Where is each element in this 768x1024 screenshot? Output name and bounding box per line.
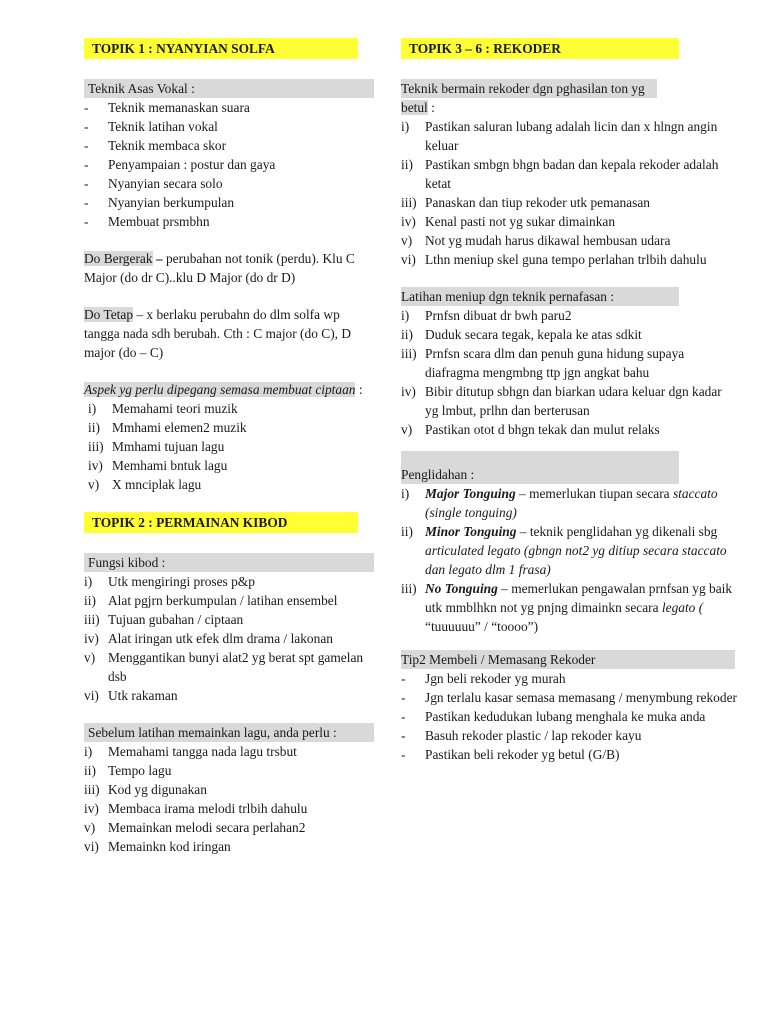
list-marker: iv) bbox=[88, 458, 103, 473]
list-marker: iii) bbox=[88, 439, 104, 454]
list-item bbox=[84, 648, 374, 686]
list-item-text: Basuh rekoder plastic / lap rekoder kayu bbox=[425, 728, 642, 743]
list-marker: i) bbox=[88, 401, 97, 416]
major-tonguing-term: Major Tonguing bbox=[425, 486, 516, 501]
list-item: iii) No Tonguing – memerlukan pengawalan prnfsan yg baik utk mmblhkn not yg pnjng dimainkn secara legato ( “tuuuuuu” / “toooo”) bbox=[401, 581, 733, 634]
list-marker: - bbox=[84, 157, 89, 172]
list-item-text: Not yg mudah harus dikawal hembusan udara bbox=[425, 233, 671, 248]
teknik-rekoder-title-a: Teknik bermain rekoder dgn pghasilan ton yg bbox=[401, 79, 657, 98]
list-item bbox=[88, 475, 374, 494]
list-item bbox=[84, 686, 374, 705]
teknik-asas-vokal-list bbox=[84, 98, 374, 231]
sebelum-latihan-title: Sebelum latihan memainkan lagu, anda perlu : bbox=[84, 723, 374, 742]
list-item-text: Lthn meniup skel guna tempo perlahan trlbih dahulu bbox=[425, 252, 707, 267]
list-marker: iii) bbox=[401, 195, 417, 210]
list-item-text: Membaca irama melodi trlbih dahulu bbox=[108, 801, 308, 816]
list-item-text: Membuat prsmbhn bbox=[108, 214, 210, 229]
list-marker: - bbox=[401, 747, 406, 762]
list-item-text: Jgn beli rekoder yg murah bbox=[425, 671, 566, 686]
list-marker: vi) bbox=[401, 252, 416, 267]
sebelum-latihan-section bbox=[84, 723, 374, 856]
list-item-text: Kenal pasti not yg sukar dimainkan bbox=[425, 214, 616, 229]
list-item bbox=[84, 761, 374, 780]
do-bergerak-text: perubahan not tonik (perdu). Klu C Major (do dr C)..klu D Major (do dr D) bbox=[84, 251, 355, 285]
list-marker: - bbox=[401, 728, 406, 743]
do-bergerak-dash: – bbox=[152, 251, 166, 266]
list-item-text: Prnfsn dibuat dr bwh paru2 bbox=[425, 308, 572, 323]
list-item-text: Kod yg digunakan bbox=[108, 782, 207, 797]
list-marker: v) bbox=[84, 820, 96, 835]
list-item bbox=[401, 726, 737, 745]
list-marker: - bbox=[84, 214, 89, 229]
list-marker: - bbox=[84, 176, 89, 191]
list-item bbox=[401, 344, 737, 382]
list-item-text: Alat pgjrn berkumpulan / latihan ensembel bbox=[108, 593, 338, 608]
list-marker: - bbox=[84, 100, 89, 115]
teknik-rekoder-list bbox=[401, 117, 737, 269]
list-marker: i) bbox=[401, 308, 410, 323]
list-marker: vi) bbox=[84, 688, 99, 703]
list-item bbox=[84, 117, 374, 136]
list-marker: - bbox=[84, 138, 89, 153]
latihan-meniup-section bbox=[401, 287, 737, 439]
latihan-meniup-title: Latihan meniup dgn teknik pernafasan : bbox=[401, 287, 679, 306]
list-item bbox=[401, 669, 737, 688]
list-item bbox=[84, 837, 374, 856]
list-marker: - bbox=[401, 690, 406, 705]
list-item: ii) Minor Tonguing – teknik penglidahan yg dikenali sbg articulated legato (gbngn not2 yg ditiup secara staccato dan legato dlm 1 frasa) bbox=[401, 524, 727, 577]
list-marker: iii) bbox=[84, 612, 100, 627]
fungsi-kibod-list bbox=[84, 572, 374, 705]
list-item-text: X mnciplak lagu bbox=[112, 477, 202, 492]
list-marker: iii) bbox=[84, 782, 100, 797]
fungsi-kibod-section bbox=[84, 553, 374, 705]
list-marker: ii) bbox=[401, 327, 413, 342]
list-item bbox=[84, 174, 374, 193]
list-item-text: Teknik memanaskan suara bbox=[108, 100, 250, 115]
list-marker: i) bbox=[84, 744, 93, 759]
tip-rekoder-section bbox=[401, 650, 737, 764]
list-item bbox=[84, 212, 374, 231]
do-tetap-text: – x berlaku perubahn do dlm solfa wp tangga nada sdh berubah. Cth : C major (do C), D major (do – C) bbox=[84, 307, 352, 360]
list-marker: - bbox=[401, 671, 406, 686]
list-item-text: Memainkn kod iringan bbox=[108, 839, 231, 854]
aspek-list bbox=[84, 399, 374, 494]
list-marker: iv) bbox=[401, 214, 416, 229]
list-item bbox=[401, 382, 737, 420]
list-item bbox=[401, 117, 737, 155]
list-item-text: Pastikan saluran lubang adalah licin dan x hlngn angin keluar bbox=[425, 119, 718, 153]
list-marker: ii) bbox=[84, 593, 96, 608]
teknik-rekoder-title-b: betul bbox=[401, 100, 428, 115]
aspek-colon: : bbox=[355, 382, 363, 397]
list-marker: ii) bbox=[401, 157, 413, 172]
list-marker: - bbox=[84, 119, 89, 134]
list-item-text: Nyanyian berkumpulan bbox=[108, 195, 235, 210]
list-item-text: Teknik latihan vokal bbox=[108, 119, 218, 134]
list-item-text: Memahami teori muzik bbox=[112, 401, 238, 416]
teknik-asas-vokal-title: Teknik Asas Vokal : bbox=[84, 79, 374, 98]
list-marker: iv) bbox=[84, 631, 99, 646]
list-item-text: Prnfsn scara dlm dan penuh guna hidung supaya diafragma mengmbng ttp jgn angkat bahu bbox=[425, 346, 685, 380]
left-column bbox=[84, 38, 374, 874]
list-item-text: Nyanyian secara solo bbox=[108, 176, 223, 191]
aspek-section bbox=[84, 380, 374, 494]
list-item-text: Mmhami elemen2 muzik bbox=[112, 420, 247, 435]
minor-tonguing-term: Minor Tonguing bbox=[425, 524, 517, 539]
list-marker: v) bbox=[88, 477, 100, 492]
list-item bbox=[401, 155, 737, 193]
list-marker: iv) bbox=[401, 384, 416, 399]
list-item bbox=[401, 707, 737, 726]
list-item bbox=[84, 591, 374, 610]
aspek-title: Aspek yg perlu dipegang semasa membuat ciptaan bbox=[84, 382, 356, 397]
list-marker: - bbox=[84, 195, 89, 210]
list-item-text: Menggantikan bunyi alat2 yg berat spt gamelan dsb bbox=[108, 650, 364, 684]
teknik-rekoder-colon: : bbox=[427, 100, 435, 115]
list-item-text: Duduk secara tegak, kepala ke atas sdkit bbox=[425, 327, 642, 342]
list-item bbox=[401, 420, 737, 439]
right-column bbox=[401, 38, 737, 782]
list-item-text: Jgn terlalu kasar semasa memasang / menymbung rekoder bbox=[425, 690, 737, 705]
list-item bbox=[84, 799, 374, 818]
list-item-text: Mmhami tujuan lagu bbox=[112, 439, 225, 454]
list-marker: v) bbox=[401, 233, 413, 248]
list-item bbox=[401, 193, 737, 212]
no-tonguing-term: No Tonguing bbox=[425, 581, 498, 596]
do-tetap-paragraph bbox=[84, 305, 374, 362]
do-bergerak-paragraph bbox=[84, 249, 374, 287]
list-item bbox=[84, 155, 374, 174]
list-item bbox=[84, 742, 374, 761]
list-item bbox=[401, 306, 737, 325]
list-item bbox=[401, 250, 737, 269]
list-item-text: Memainkan melodi secara perlahan2 bbox=[108, 820, 306, 835]
list-item: i) Major Tonguing – memerlukan tiupan secara staccato (single tonguing) bbox=[401, 486, 718, 520]
list-item-text: Memhami bntuk lagu bbox=[112, 458, 228, 473]
list-item-text: Utk rakaman bbox=[108, 688, 178, 703]
list-item bbox=[401, 688, 737, 707]
list-item-text: Alat iringan utk efek dlm drama / lakonan bbox=[108, 631, 333, 646]
list-marker: iv) bbox=[84, 801, 99, 816]
list-item bbox=[84, 780, 374, 799]
list-item-text: Panaskan dan tiup rekoder utk pemanasan bbox=[425, 195, 650, 210]
list-marker: i) bbox=[84, 574, 93, 589]
teknik-asas-vokal-section bbox=[84, 79, 374, 231]
list-marker: v) bbox=[401, 422, 413, 437]
list-marker: ii) bbox=[88, 420, 100, 435]
list-item bbox=[84, 136, 374, 155]
latihan-meniup-list bbox=[401, 306, 737, 439]
list-item bbox=[88, 437, 374, 456]
list-item-text: Bibir ditutup sbhgn dan biarkan udara keluar dgn kadar yg lmbut, prlhn dan berterusan bbox=[425, 384, 722, 418]
topic-1-heading: TOPIK 1 : NYANYIAN SOLFA bbox=[84, 38, 358, 59]
list-item bbox=[88, 418, 374, 437]
list-marker: vi) bbox=[84, 839, 99, 854]
list-marker: ii) bbox=[84, 763, 96, 778]
list-item-text: Teknik membaca skor bbox=[108, 138, 227, 153]
list-marker: i) bbox=[401, 119, 410, 134]
list-item bbox=[401, 745, 737, 764]
list-item bbox=[84, 572, 374, 591]
topic-3-6-heading: TOPIK 3 – 6 : REKODER bbox=[401, 38, 679, 59]
list-item-text: Tujuan gubahan / ciptaan bbox=[108, 612, 244, 627]
list-marker: v) bbox=[84, 650, 96, 665]
do-tetap-term: Do Tetap bbox=[84, 307, 134, 322]
list-item bbox=[84, 98, 374, 117]
penglidahan-section bbox=[401, 451, 737, 636]
tip-rekoder-list bbox=[401, 669, 737, 764]
list-item-text: Pastikan smbgn bhgn badan dan kepala rekoder adalah ketat bbox=[425, 157, 719, 191]
list-item bbox=[88, 399, 374, 418]
fungsi-kibod-title: Fungsi kibod : bbox=[84, 553, 374, 572]
penglidahan-title: Penglidahan : bbox=[401, 451, 679, 484]
list-item bbox=[84, 629, 374, 648]
list-item bbox=[84, 610, 374, 629]
list-marker: - bbox=[401, 709, 406, 724]
list-item bbox=[84, 818, 374, 837]
list-marker: iii) bbox=[401, 346, 417, 361]
topic-2-heading: TOPIK 2 : PERMAINAN KIBOD bbox=[84, 512, 358, 533]
tip-rekoder-title: Tip2 Membeli / Memasang Rekoder bbox=[401, 650, 735, 669]
list-item bbox=[401, 325, 737, 344]
sebelum-latihan-list bbox=[84, 742, 374, 856]
do-bergerak-term: Do Bergerak bbox=[84, 251, 153, 266]
list-item-text: Pastikan kedudukan lubang menghala ke muka anda bbox=[425, 709, 706, 724]
list-item-text: Penyampaian : postur dan gaya bbox=[108, 157, 276, 172]
list-item bbox=[84, 193, 374, 212]
list-item-text: Tempo lagu bbox=[108, 763, 172, 778]
list-item-text: Pastikan beli rekoder yg betul (G/B) bbox=[425, 747, 620, 762]
teknik-rekoder-section bbox=[401, 79, 737, 269]
list-item bbox=[401, 231, 737, 250]
list-item-text: Utk mengiringi proses p&p bbox=[108, 574, 255, 589]
list-item bbox=[88, 456, 374, 475]
list-item-text: Pastikan otot d bhgn tekak dan mulut relaks bbox=[425, 422, 660, 437]
list-item bbox=[401, 212, 737, 231]
list-item-text: Memahami tangga nada lagu trsbut bbox=[108, 744, 297, 759]
